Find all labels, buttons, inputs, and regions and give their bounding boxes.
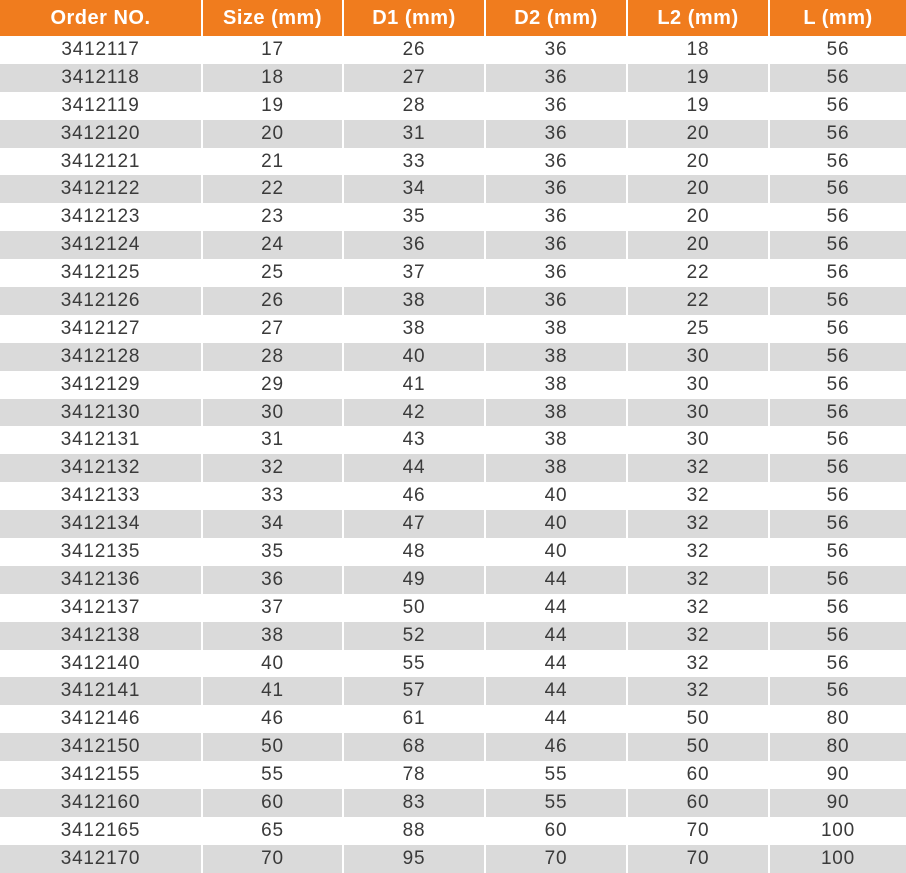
table-cell-l: 56 [826,429,850,451]
table-cell-order-no: 3412124 [0,231,202,259]
table-cell-order-no: 3412146 [0,705,202,733]
table-row [0,454,906,482]
table-row [0,566,906,594]
table-cell-d1: 83 [343,789,485,817]
table-cell-size: 46 [202,705,343,733]
table-cell-l: 56 [826,234,850,256]
table-cell-d1: 52 [343,622,485,650]
column-header-d2: D2 (mm) [485,0,627,36]
table-cell-size: 35 [202,538,343,566]
table-cell-d1: 88 [343,817,485,845]
table-cell-l: 56 [826,457,850,479]
table-cell-d2: 55 [485,761,627,789]
table-cell-l2: 19 [627,92,769,120]
table-cell-d1: 28 [343,92,485,120]
table-cell-order-no: 3412133 [0,482,202,510]
table-cell-size: 34 [202,510,343,538]
table-cell-size: 65 [202,817,343,845]
column-header-order-no: Order NO. [0,0,202,36]
table-row [0,677,906,705]
table-cell-d2: 36 [485,175,627,203]
table-cell-l: 56 [826,38,850,60]
table-cell-d1: 37 [343,259,485,287]
table-cell-l2: 32 [627,622,769,650]
table-cell-d1: 57 [343,677,485,705]
table-cell-l: 56 [826,596,850,618]
table-cell-d2: 40 [485,510,627,538]
table-cell-l2: 70 [627,845,769,873]
table-cell-l: 56 [826,150,850,172]
table-cell-l: 56 [826,178,850,200]
table-cell-size: 38 [202,622,343,650]
table-cell-d2: 60 [485,817,627,845]
table-cell-size: 60 [202,789,343,817]
table-body [0,36,906,873]
table-cell-size: 17 [202,36,343,64]
table-cell-order-no: 3412131 [0,426,202,454]
table-cell-l2: 32 [627,510,769,538]
table-cell-size: 36 [202,566,343,594]
table-cell-d1: 31 [343,120,485,148]
table-cell-order-no: 3412141 [0,677,202,705]
table-cell-l: 56 [826,94,850,116]
table-cell-l2: 32 [627,594,769,622]
table-cell-d2: 38 [485,454,627,482]
table-cell-order-no: 3412138 [0,622,202,650]
table-cell-l2: 32 [627,538,769,566]
table-cell-size: 20 [202,120,343,148]
table-cell-d1: 48 [343,538,485,566]
table-cell-order-no: 3412123 [0,203,202,231]
table-cell-l: 56 [826,345,850,367]
table-cell-d1: 35 [343,203,485,231]
table-cell-size: 28 [202,343,343,371]
table-cell-d2: 44 [485,566,627,594]
table-cell-d1: 44 [343,454,485,482]
table-cell-d2: 36 [485,64,627,92]
table-cell-d1: 61 [343,705,485,733]
table-cell-l2: 32 [627,566,769,594]
table-cell-order-no: 3412150 [0,733,202,761]
table-cell-order-no: 3412140 [0,650,202,678]
table-cell-order-no: 3412128 [0,343,202,371]
table-cell-order-no: 3412120 [0,120,202,148]
table-cell-l2: 20 [627,120,769,148]
table-cell-order-no: 3412130 [0,399,202,427]
table-cell-l2: 30 [627,343,769,371]
table-cell-order-no: 3412118 [0,64,202,92]
table-cell-l: 56 [826,401,850,423]
table-cell-order-no: 3412126 [0,287,202,315]
table-cell-d1: 26 [343,36,485,64]
table-cell-l: 100 [820,847,856,869]
table-cell-order-no: 3412170 [0,845,202,873]
table-cell-d1: 50 [343,594,485,622]
table-cell-d1: 41 [343,371,485,399]
column-header-d1: D1 (mm) [343,0,485,36]
table-cell-size: 40 [202,650,343,678]
table-cell-order-no: 3412125 [0,259,202,287]
table-cell-d1: 55 [343,650,485,678]
table-cell-l: 80 [826,708,850,730]
table-row [0,650,906,678]
table-cell-d1: 34 [343,175,485,203]
table-cell-d2: 44 [485,622,627,650]
table-cell-size: 22 [202,175,343,203]
table-row [0,538,906,566]
table-cell-size: 25 [202,259,343,287]
table-cell-d2: 38 [485,343,627,371]
table-cell-order-no: 3412165 [0,817,202,845]
table-cell-d2: 36 [485,120,627,148]
table-row [0,845,906,873]
table-row [0,510,906,538]
table-cell-order-no: 3412121 [0,148,202,176]
table-cell-size: 32 [202,454,343,482]
table-row [0,231,906,259]
table-cell-d2: 44 [485,594,627,622]
table-cell-d1: 38 [343,287,485,315]
table-cell-d2: 44 [485,650,627,678]
table-cell-d2: 36 [485,36,627,64]
table-cell-l: 56 [826,122,850,144]
header-row [0,0,906,36]
table-cell-order-no: 3412155 [0,761,202,789]
table-cell-l2: 22 [627,259,769,287]
table-row [0,705,906,733]
table-cell-l: 80 [826,736,850,758]
table-cell-d1: 47 [343,510,485,538]
column-header-l2: L2 (mm) [627,0,769,36]
table-cell-size: 33 [202,482,343,510]
table-cell-d1: 78 [343,761,485,789]
table-cell-l2: 22 [627,287,769,315]
table-cell-l: 56 [826,317,850,339]
table-cell-d1: 49 [343,566,485,594]
table-cell-d1: 33 [343,148,485,176]
table-row [0,92,906,120]
table-cell-l: 90 [826,764,850,786]
table-cell-l2: 50 [627,705,769,733]
table-cell-l2: 30 [627,371,769,399]
table-cell-l2: 30 [627,399,769,427]
table-cell-d1: 27 [343,64,485,92]
table-cell-d2: 46 [485,733,627,761]
table-cell-l2: 32 [627,482,769,510]
table-row [0,622,906,650]
table-row [0,733,906,761]
table-cell-l: 56 [826,485,850,507]
table-cell-size: 27 [202,315,343,343]
table-cell-l2: 70 [627,817,769,845]
table-row [0,371,906,399]
table-cell-d1: 40 [343,343,485,371]
table-row [0,399,906,427]
table-cell-l2: 20 [627,148,769,176]
table-cell-d2: 36 [485,287,627,315]
table-cell-l: 56 [826,66,850,88]
table-row [0,594,906,622]
table-cell-d2: 40 [485,538,627,566]
table-cell-d1: 42 [343,399,485,427]
table-cell-order-no: 3412119 [0,92,202,120]
table-cell-d1: 46 [343,482,485,510]
table-cell-l2: 19 [627,64,769,92]
table-row [0,175,906,203]
table-cell-d2: 36 [485,148,627,176]
table-cell-l: 56 [826,652,850,674]
table-cell-l2: 18 [627,36,769,64]
table-cell-d1: 68 [343,733,485,761]
table-row [0,817,906,845]
table-cell-l: 56 [826,540,850,562]
table-cell-l2: 20 [627,203,769,231]
table-cell-d2: 44 [485,677,627,705]
table-cell-order-no: 3412137 [0,594,202,622]
table-header [0,0,906,36]
table-cell-d2: 38 [485,315,627,343]
table-cell-l2: 32 [627,454,769,482]
table-cell-size: 55 [202,761,343,789]
table-cell-l: 100 [820,819,856,841]
table-cell-d2: 36 [485,92,627,120]
table-cell-l: 56 [826,206,850,228]
table-cell-d2: 38 [485,399,627,427]
table-cell-d1: 43 [343,426,485,454]
table-row [0,343,906,371]
table-cell-order-no: 3412129 [0,371,202,399]
table-cell-size: 70 [202,845,343,873]
table-cell-l2: 20 [627,175,769,203]
table-row [0,426,906,454]
table-cell-l2: 32 [627,677,769,705]
table-row [0,120,906,148]
table-row [0,148,906,176]
table-cell-d2: 40 [485,482,627,510]
table-cell-l: 90 [826,791,850,813]
table-cell-order-no: 3412122 [0,175,202,203]
table-cell-l2: 20 [627,231,769,259]
column-header-size: Size (mm) [202,0,343,36]
table-cell-l: 56 [826,513,850,535]
table-cell-size: 24 [202,231,343,259]
table-cell-l: 56 [826,373,850,395]
table-cell-d2: 38 [485,426,627,454]
table-cell-order-no: 3412117 [0,36,202,64]
table-row [0,36,906,64]
table-row [0,203,906,231]
table-cell-size: 30 [202,399,343,427]
table-cell-order-no: 3412160 [0,789,202,817]
table-cell-d1: 36 [343,231,485,259]
table-cell-l: 56 [826,262,850,284]
table-row [0,259,906,287]
table-cell-size: 21 [202,148,343,176]
table-cell-l2: 32 [627,650,769,678]
table-cell-order-no: 3412127 [0,315,202,343]
table-cell-d2: 38 [485,371,627,399]
table-cell-d2: 55 [485,789,627,817]
table-cell-l: 56 [826,680,850,702]
table-cell-size: 50 [202,733,343,761]
table-cell-l2: 50 [627,733,769,761]
table-cell-d2: 44 [485,705,627,733]
table-cell-size: 29 [202,371,343,399]
table-cell-l: 56 [826,568,850,590]
table-cell-order-no: 3412135 [0,538,202,566]
table-cell-size: 23 [202,203,343,231]
table-cell-order-no: 3412136 [0,566,202,594]
table-row [0,64,906,92]
table-cell-size: 31 [202,426,343,454]
table-cell-l2: 25 [627,315,769,343]
table-row [0,761,906,789]
table-row [0,482,906,510]
table-cell-d2: 36 [485,231,627,259]
table-cell-d2: 36 [485,259,627,287]
table-cell-l2: 60 [627,789,769,817]
table-row [0,315,906,343]
column-header-l: L (mm) [803,6,873,29]
table-cell-order-no: 3412134 [0,510,202,538]
table-cell-l2: 30 [627,426,769,454]
table-cell-d1: 95 [343,845,485,873]
table-row [0,287,906,315]
table-cell-size: 19 [202,92,343,120]
table-cell-d2: 36 [485,203,627,231]
table-cell-l2: 60 [627,761,769,789]
table-cell-l: 56 [826,624,850,646]
table-cell-order-no: 3412132 [0,454,202,482]
table-cell-size: 18 [202,64,343,92]
table-cell-d2: 70 [485,845,627,873]
table-cell-size: 26 [202,287,343,315]
table-cell-size: 41 [202,677,343,705]
table-cell-size: 37 [202,594,343,622]
table-cell-l: 56 [826,289,850,311]
table-cell-d1: 38 [343,315,485,343]
table-row [0,789,906,817]
